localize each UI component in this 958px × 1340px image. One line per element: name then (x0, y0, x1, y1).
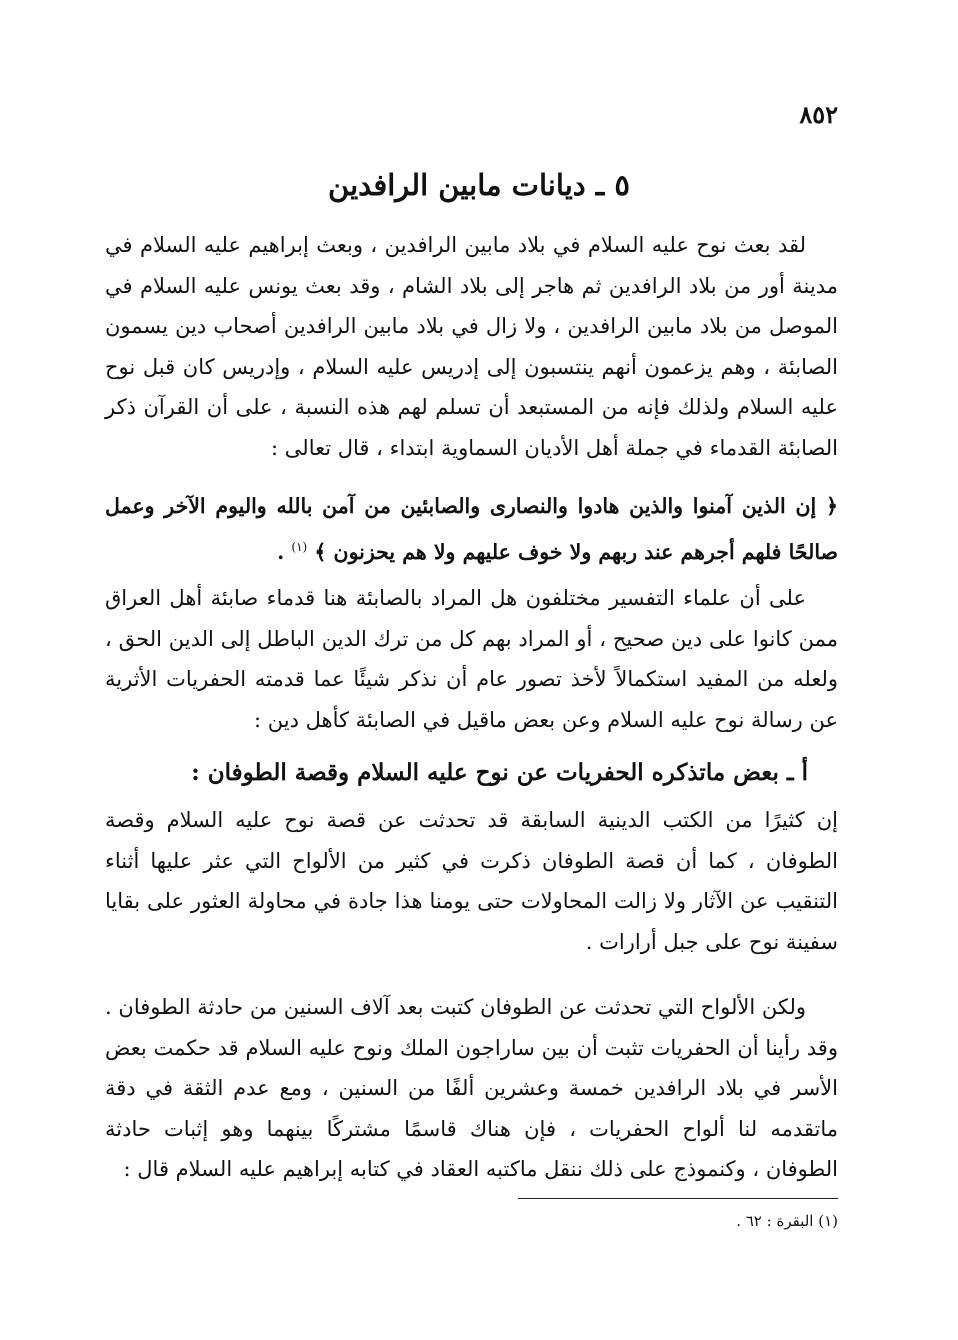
footnote: (١) البقرة : ٦٢ . (736, 1212, 838, 1230)
quran-verse-end: . (277, 539, 285, 564)
quran-verse-text: ﴿ إن الذين آمنوا والذين هادوا والنصارى والصابئين من آمن بالله واليوم الآخر وعمل صالحًا فلهم أجرهم عند ربهم ولا خوف عليهم ولا هم يحزنون ﴾ (105, 494, 838, 564)
page-number: ٨٥٢ (799, 100, 838, 129)
footnote-reference: (١) (291, 539, 308, 554)
tafsir-paragraph (105, 578, 838, 740)
section-title: ٥ ـ ديانات مابين الرافدين (328, 168, 630, 202)
subheading-flood: أ ـ بعض ماتذكره الحفريات عن نوح عليه السلام وقصة الطوفان : (191, 759, 808, 786)
footnote-divider (518, 1198, 838, 1199)
flood-paragraph-text: إن كثيرًا من الكتب الدينية السابقة قد تحدثت عن قصة نوح عليه السلام وقصة الطوفان ، كما أن قصة الطوفان ذكرت في كثير من الألواح التي عثر عليها أثناء التنقيب عن الآثار ولا زالت المحاولات حتى يومنا هذا جادة في محاولة العثور على بقايا سفينة نوح على جبل أرارات . (105, 808, 838, 954)
flood-paragraph (105, 800, 838, 962)
tafsir-paragraph-text: على أن علماء التفسير مختلفون هل المراد بالصابئة هنا قدماء صابئة أهل العراق ممن كانوا على دين صحيح ، أو المراد بهم كل من ترك الدين الباطل إلى الدين الحق ، ولعله من المفيد استكمالاً لأخذ تصور عام أن نذكر شيئًا عما قدمته الحفريات الأثرية عن رسالة نوح عليه السلام وعن بعض ماقيل في الصابئة كأهل دين : (105, 586, 838, 732)
tablets-paragraph (105, 987, 838, 1190)
intro-paragraph (105, 225, 838, 468)
intro-paragraph-text: لقد بعث نوح عليه السلام في بلاد مابين الرافدين ، وبعث إبراهيم عليه السلام في مدينة أور من بلاد الرافدين ثم هاجر إلى بلاد الشام ، وقد بعث يونس عليه السلام في الموصل من بلاد مابين الرافدين ، ولا زال في بلاد مابين الرافدين أصحاب دين يسمون الصابئة ، وهم يزعمون أنهم ينتسبون إلى إدريس عليه السلام ، وإدريس كان قبل نوح عليه السلام ولذلك فإنه من المستبعد أن تسلم لهم هذه النسبة ، على أن القرآن ذكر الصابئة القدماء في جملة أهل الأديان السماوية ابتداء ، قال تعالى : (105, 233, 838, 460)
tablets-paragraph-text: ولكن الألواح التي تحدثت عن الطوفان كتبت بعد آلاف السنين من حادثة الطوفان . وقد رأينا أن الحفريات تثبت أن بين ساراجون الملك ونوح عليه السلام قد حكمت بعض الأسر في بلاد الرافدين خمسة وعشرين ألفًا من السنين ، ومع عدم الثقة في دقة ماتقدمه لنا ألواح الحفريات ، فإن هناك قاسمًا مشتركًا بينهما وهو إثبات حادثة الطوفان ، وكنموذج على ذلك ننقل ماكتبه العقاد في كتابه إبراهيم عليه السلام قال : (105, 995, 838, 1181)
quran-verse (105, 486, 838, 572)
